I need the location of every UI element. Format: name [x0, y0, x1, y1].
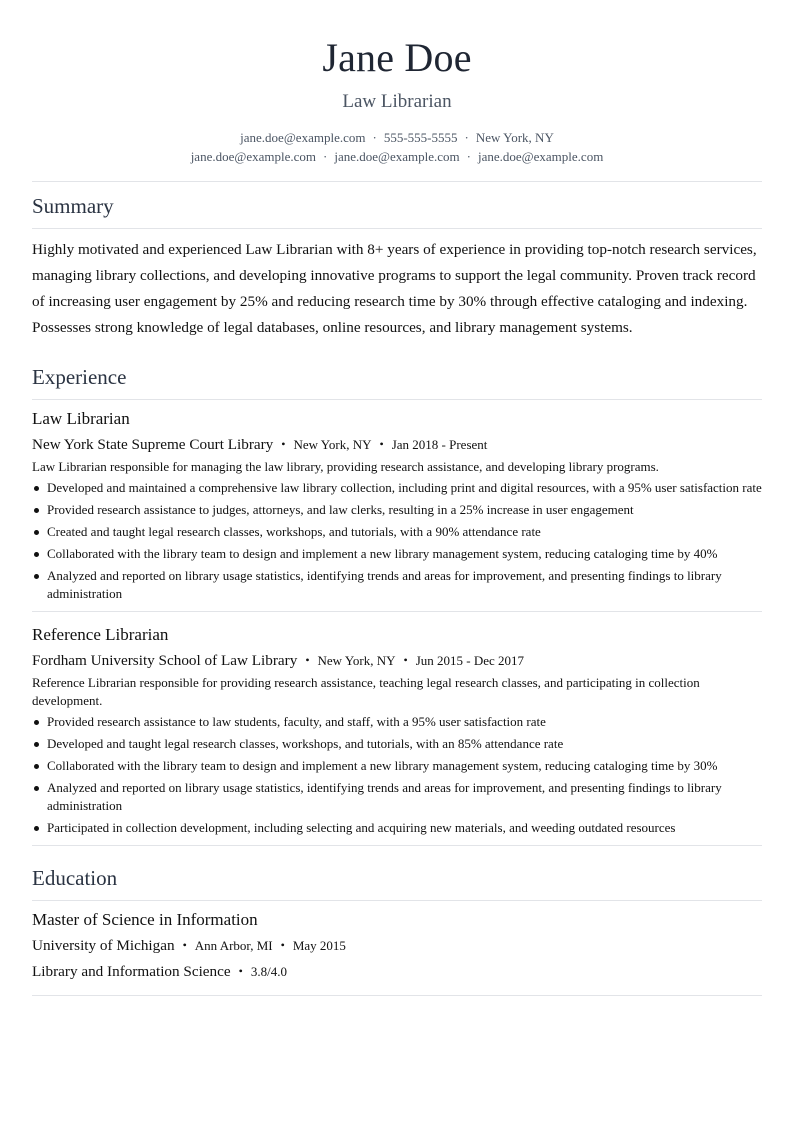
list-item: Created and taught legal research classes, workshops, and tutorials, with a 90% attendance rate: [32, 523, 762, 541]
contact-line-1: [32, 128, 762, 147]
contact-email[interactable]: jane.doe@example.com: [240, 130, 366, 145]
job-location: New York, NY: [293, 437, 372, 452]
education-degree: Master of Science in Information: [32, 910, 258, 929]
education-location: Ann Arbor, MI: [194, 938, 273, 953]
list-item: Collaborated with the library team to design and implement a new library management system, reducing cataloging time by 40%: [32, 545, 762, 563]
list-item: Collaborated with the library team to design and implement a new library management system, reducing cataloging time by 30%: [32, 757, 762, 775]
job-title: Reference Librarian: [32, 625, 169, 644]
bullet-separator: •: [403, 653, 408, 667]
list-item: Provided research assistance to law students, faculty, and staff, with a 95% user satisfaction rate: [32, 713, 762, 731]
list-item: Developed and taught legal research classes, workshops, and tutorials, with an 85% attendance rate: [32, 735, 762, 753]
bullet-separator: •: [305, 653, 310, 667]
job-title: Law Librarian: [32, 409, 130, 428]
summary-text: Highly motivated and experienced Law Librarian with 8+ years of experience in providing top-notch research services, managing library collections, and developing innovative programs to support the legal community. Proven track record of increasing user engagement by 25% and reducing research time by 30% through effective cataloging and indexing. Possesses strong knowledge of legal databases, online resources, and library management systems.: [32, 241, 757, 336]
education-heading: Education: [32, 866, 118, 890]
divider: [32, 845, 762, 846]
divider: [32, 181, 762, 182]
divider: [32, 900, 762, 901]
bullet-separator: •: [182, 938, 187, 952]
bullet-separator: •: [379, 437, 384, 451]
education-gpa: 3.8/4.0: [250, 964, 287, 979]
job-dates: Jan 2018 - Present: [391, 437, 488, 452]
job-meta: [32, 650, 762, 672]
education-date: May 2015: [292, 938, 346, 953]
separator: ·: [466, 149, 471, 164]
divider: [32, 611, 762, 612]
job-bullets: [32, 713, 762, 837]
contact-link[interactable]: jane.doe@example.com: [478, 149, 604, 164]
list-item: Analyzed and reported on library usage statistics, identifying trends and areas for improvement, and presenting findings to library administration: [32, 779, 762, 815]
bullet-separator: •: [238, 964, 243, 978]
contact-link[interactable]: jane.doe@example.com: [190, 149, 316, 164]
job-employer: New York State Supreme Court Library: [32, 436, 274, 453]
job-entry: [32, 624, 762, 837]
list-item: Provided research assistance to judges, attorneys, and law clerks, resulting in a 25% increase in user engagement: [32, 501, 762, 519]
separator: ·: [464, 130, 469, 145]
contact-phone[interactable]: 555-555-5555: [383, 130, 458, 145]
contact-location: New York, NY: [475, 130, 554, 145]
divider: [32, 399, 762, 400]
education-entry: [32, 909, 762, 983]
bullet-separator: •: [280, 938, 285, 952]
job-description: Reference Librarian responsible for providing research assistance, teaching legal research classes, and participating in collection development.: [32, 675, 700, 708]
divider: [32, 995, 762, 996]
job-meta: [32, 434, 762, 456]
list-item: Analyzed and reported on library usage statistics, identifying trends and areas for improvement, and presenting findings to library administration: [32, 567, 762, 603]
resume-page: [32, 0, 762, 996]
education-school: University of Michigan: [32, 937, 175, 954]
separator: ·: [372, 130, 377, 145]
education-field: Library and Information Science: [32, 963, 231, 980]
summary-heading: Summary: [32, 194, 114, 218]
experience-heading: Experience: [32, 365, 127, 389]
job-location: New York, NY: [317, 653, 396, 668]
job-bullets: [32, 479, 762, 603]
job-description: Law Librarian responsible for managing the law library, providing research assistance, and developing library programs.: [32, 459, 659, 474]
candidate-role: Law Librarian: [342, 91, 452, 112]
list-item: Participated in collection development, including selecting and acquiring new materials, and weeding outdated resources: [32, 819, 762, 837]
resume-header: [32, 0, 762, 166]
bullet-separator: •: [281, 437, 286, 451]
separator: ·: [323, 149, 328, 164]
job-entry: [32, 408, 762, 603]
divider: [32, 228, 762, 229]
job-dates: Jun 2015 - Dec 2017: [415, 653, 525, 668]
list-item: Developed and maintained a comprehensive law library collection, including print and digital resources, with a 95% user satisfaction rate: [32, 479, 762, 497]
education-school-line: [32, 935, 762, 957]
education-field-line: [32, 961, 762, 983]
contact-line-2: [32, 147, 762, 166]
candidate-name: Jane Doe: [322, 35, 472, 80]
contact-link[interactable]: jane.doe@example.com: [334, 149, 460, 164]
job-employer: Fordham University School of Law Library: [32, 652, 298, 669]
